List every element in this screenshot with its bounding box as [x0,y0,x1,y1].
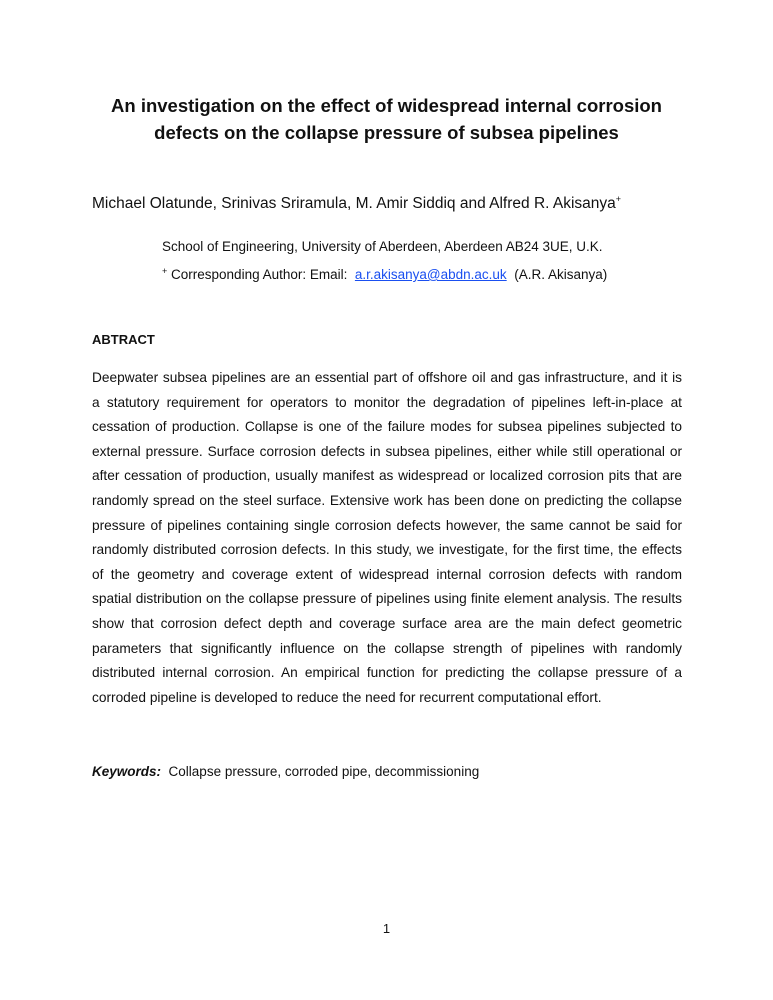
abstract-line: cessation of production. Collapse is one of the failure modes for subsea pipelines subjected to [92,419,682,435]
paper-title [92,92,681,146]
abstract-line: show that corrosion defect depth and coverage surface area are the main defect geometric [92,615,682,631]
abstract-line: distributed internal corrosion. An empirical function for predicting the collapse pressure of a [92,665,682,681]
affiliation: School of Engineering, University of Aberdeen, Aberdeen AB24 3UE, U.K. [162,239,603,254]
title-line-2: defects on the collapse pressure of subsea pipelines [154,122,619,143]
abstract-line: parameters that significantly influence on the collapse strength of pipelines with randomly [92,640,682,656]
corresponding-author [162,267,607,282]
corresponding-marker: + [162,266,168,276]
corresponding-name: (A.R. Akisanya) [514,267,608,282]
keywords-text: Collapse pressure, corroded pipe, decommissioning [168,764,480,779]
abstract-line: randomly spread on the steel surface. Extensive work has been done on predicting the collapse [92,492,682,508]
email-link[interactable]: a.r.akisanya@abdn.ac.uk [354,267,507,282]
title-line-1: An investigation on the effect of widespread internal corrosion [111,95,662,116]
keywords-label: Keywords: [92,764,162,779]
corresponding-label: Corresponding Author: Email: [171,267,348,282]
abstract-heading: ABTRACT [92,332,155,347]
abstract-line: after cessation of production, usually manifest as widespread or localized corrosion pits that are [92,468,682,484]
abstract-line: Deepwater subsea pipelines are an essential part of offshore oil and gas infrastructure, and it is [92,370,682,385]
author-list [92,195,621,213]
abstract-body [92,366,682,710]
corresponding-marker: + [615,194,622,204]
abstract-line: spatial distribution on the collapse pressure of pipelines using finite element analysis. The results [92,591,682,607]
keywords [92,764,479,779]
abstract-line: corroded pipeline is developed to reduce the need for recurrent computational effort. [92,689,602,705]
author-names: Michael Olatunde, Srinivas Sriramula, M. Amir Siddiq and Alfred R. Akisanya [92,195,616,212]
abstract-line: external pressure. Surface corrosion defects in subsea pipelines, either while still operational or [92,443,682,459]
page-number: 1 [382,921,391,936]
abstract-line: a statutory requirement for operators to monitor the degradation of pipelines left-in-place at [92,394,682,410]
abstract-line: randomly distributed corrosion defects. In this study, we investigate, for the first time, the effects [92,542,682,558]
abstract-line: of the geometry and coverage extent of widespread internal corrosion defects with random [92,566,682,582]
abstract-line: pressure of pipelines containing single corrosion defects however, the same cannot be said for [92,517,682,533]
